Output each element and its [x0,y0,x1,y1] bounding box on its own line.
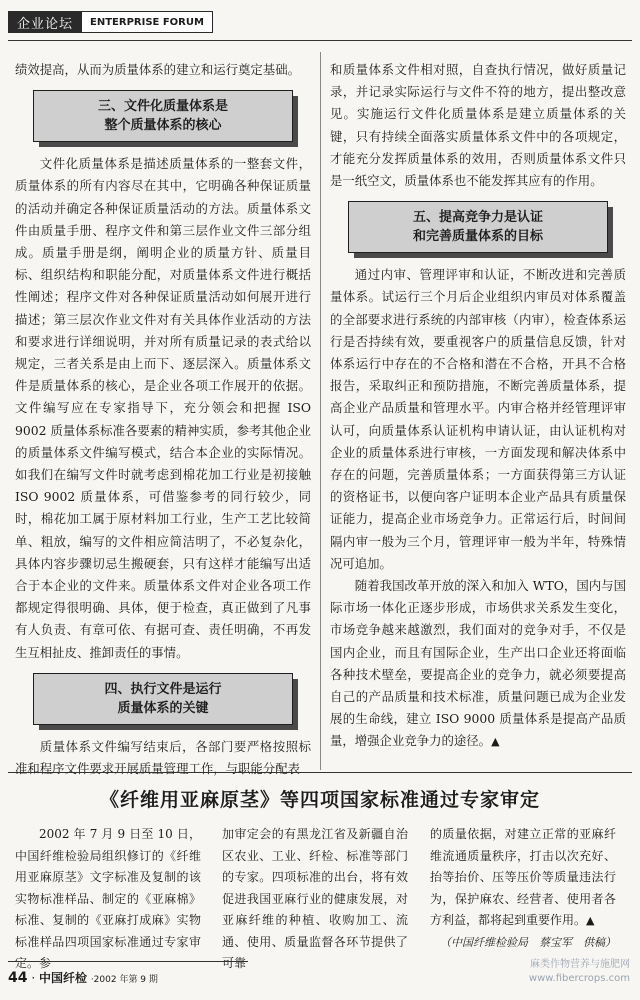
right-column [330,59,626,754]
section-5-heading-line1: 五、提高竞争力是认证 [412,210,543,226]
footer-rule [8,961,248,962]
section-5-paragraph-2 [330,575,626,754]
left-intro-text: 绩效提高，从而为质量体系的建立和运行奠定基础。 [15,62,300,77]
article-2-text-1: 2002 年 7 月 9 日至 10 日，中国纤维检验局组织修订的《纤维用亚麻原茎》文字标准及复制的该实物标准样品、制定的《亚麻棉》标准、复制的《亚麻打成麻》实物标准样品四项国家标准通过专家审定。参 [15,827,201,970]
article-2-text-3 [430,824,616,932]
section-5-paragraph-1: 通过内审、管理评审和认证，不断改进和完善质量体系。试运行三个月后企业组织内审员对体系覆盖的全部要求进行系统的内部审核（内审），检查体系运行是否持续有效，要重视客户的质量信息反馈，针对体系运行中存在的不合格和潜在不合格，开具不合格报告，采取纠正和预防措施，不断完善质量体系，提高企业产品质量和管理水平。内审合格并经管理评审认可，向质量体系认证机构申请认证，由认证机构对企业的质量体系进行审核，一方面发现和解决体系中存在的问题，完善质量体系；一方面获得第三方认证的资格证书，以便向客户证明本企业产品具有质量保证能力，提高企业市场竞争力。正常运行后，时间间隔内审一般为三个月，管理评审一般为半年，特殊情况可追加。 [330,267,626,571]
section-4-heading-line1: 四、执行文件是运行 [104,681,222,697]
article-2-credit: （中国纤维检验局 蔡宝军 供稿） [440,935,616,949]
article-2-title: 《纤维用亚麻原茎》等四项国家标准通过专家审定 [99,789,540,811]
footer [8,969,158,986]
magazine-name: 中国纤检 [38,971,87,985]
section-4-heading-line2: 质量体系的关键 [117,700,209,716]
section-header [8,11,213,33]
section-label-cn: 企业论坛 [8,11,82,33]
watermark-line-2: www.fibercrops.com [528,973,630,984]
page-number: 44 [8,970,28,986]
end-mark-icon: ▲ [491,735,500,749]
section-5-heading [330,201,626,253]
right-intro-text: 和质量体系文件相对照，自查执行情况，做好质量记录，并记录实际运行与文件不符的地方，提出整改意见。实施运行文件化质量体系是建立质量体系的关键，只有持续全面落实质量体系文件中的各项规定，才能充分发挥质量体系的效用，否则质量体系文件只是一纸空文，质量体系也不能发挥其应有的作用。 [330,62,626,189]
article-2-column-3 [430,824,616,953]
watermark [529,958,630,986]
section-4-paragraph: 质量体系文件编写结束后，各部门要严格按照标准和程序文件要求开展质量管理工作，与职能分配表 [15,738,311,777]
article-divider [8,772,632,773]
header-rule [8,40,632,41]
issue-label: ·2002 年第 9 期 [90,975,158,985]
section-3-paragraph: 文件化质量体系是描述质量体系的一整套文件，质量体系的所有内容尽在其中，它明确各种保证质量的活动并确定各种保证质量活动的方法。质量体系文件由质量手册、程序文件和第三层作业文件三部分组成。质量手册是纲，阐明企业的质量方针、质量目标、组织结构和职能分配，对质量体系文件进行概括性阐述；程序文件对各种保证质量活动如何展开进行描述；第三层次作业文件对有关具体作业活动的方法和要求进行详细说明，并对所有质量记录的表式给以规定，三者关系是由上而下、逐层深入。质量体系文件是质量体系的核心，是企业各项工作展开的依据。文件编写应在专家指导下，充分领会和把握 ISO 9002 质量体系标准各要素的精神实质，参考其他企业的质量体系文件编写模式，结合本企业的实际情况。如我们在编写文件时就考虑到棉花加工行业是初接触 ISO 9002 质量体系，可借鉴参考的同行较少，同时，棉花加工属于原材料加工行业，生产工艺比较简单、粗放，编写的文件相应简洁明了，不必复杂化，具体内容步骤切忌生搬硬套，只有这样才能编写出适合于本企业的文件来。质量体系文件对企业各项工作都规定得很明确、具体，便于检查，真正做到了凡事有人负责、有章可依、有据可查、责任明确，不再发生互相扯皮、推卸责任的事情。 [15,156,311,660]
article-2-column-1 [15,824,201,975]
article-2-end-mark-icon: ▲ [586,914,595,927]
section-3-heading-line1: 三、文件化质量体系是 [97,99,228,115]
section-5-paragraph-2-text: 随着我国改革开放的深入和加入 WTO，国内与国际市场一体化正逐步形成，市场供求关系发生变化，市场竞争越来越激烈，我们面对的竞争对手，不仅是国内企业，而且有国际企业，生产出口企业还将面临各种技术壁垒，要提高企业的竞争力，就必须要提高自己的产品质量和技术标准，质量问题已成为企业发展的生命线，建立 ISO 9000 质量体系是提高产品质量，增强企业竞争力的途径。 [330,578,626,749]
section-label-en: ENTERPRISE FORUM [82,11,213,33]
footer-dot: · [31,971,36,985]
section-5-heading-line2: 和完善质量体系的目标 [412,229,543,245]
article-2-text-3-body: 的质量依据，对建立正常的亚麻纤维流通质量秩序，打击以次充好、抬等抬价、压等压价等质量违法行为，保护麻农、经营者、使用者各方利益，都将起到重要作用。 [430,827,616,927]
article-2-column-2 [222,824,408,975]
section-3-heading [15,90,311,142]
article-2-text-2: 加审定会的有黑龙江省及新疆自治区农业、工业、纤检、标准等部门的专家。四项标准的出台，将有效促进我国亚麻行业的健康发展，对亚麻纤维的种植、收购加工、流通、使用、质量监督各环节提供了可靠 [222,827,408,970]
watermark-line-1: 麻类作物营养与施肥网 [530,959,630,970]
left-column [15,59,311,780]
column-divider [320,52,321,770]
section-4-heading [15,673,311,725]
section-3-heading-line2: 整个质量体系的核心 [104,118,222,134]
